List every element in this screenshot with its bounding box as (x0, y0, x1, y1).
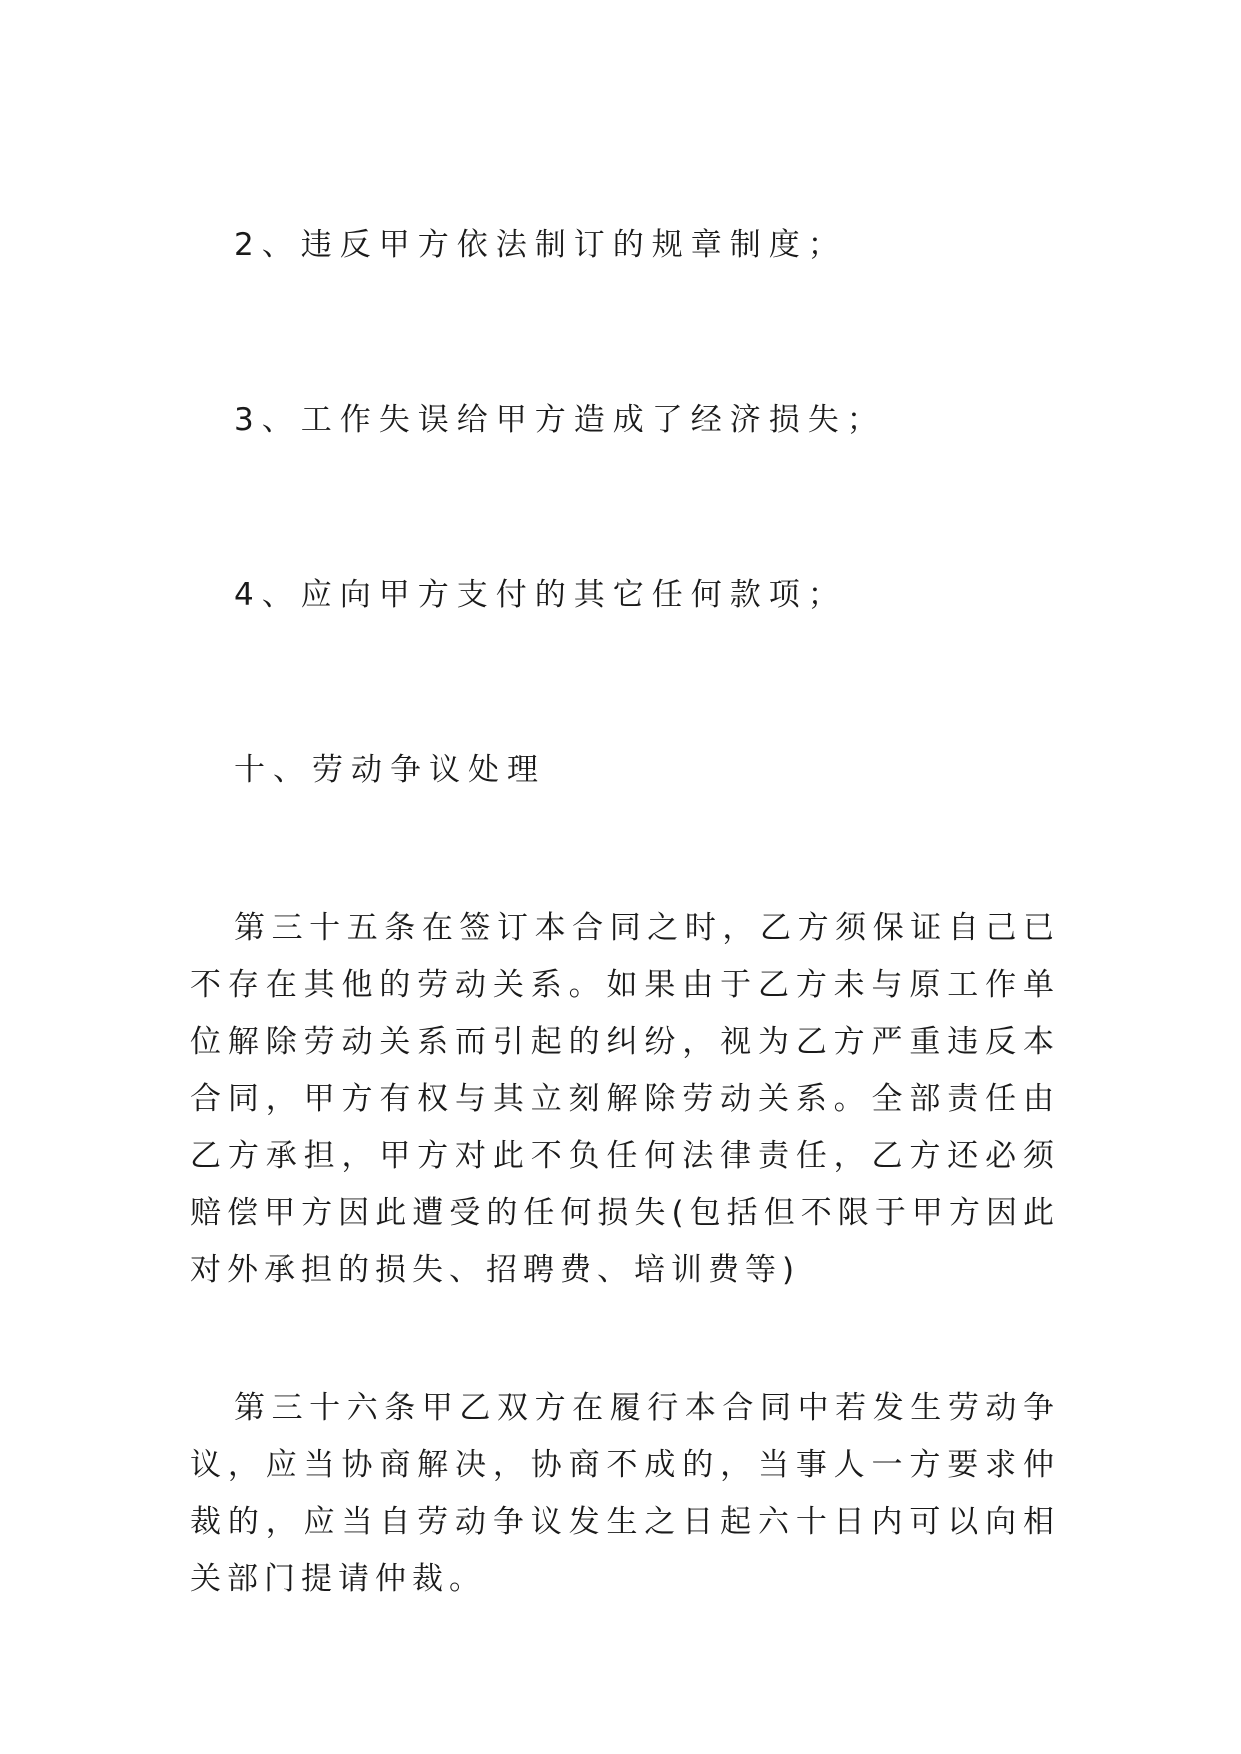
list-item: 4、应向甲方支付的其它任何款项； (234, 577, 847, 613)
paragraph-article-36: 第三十六条甲乙双方在履行本合同中若发生劳动争议，应当协商解决，协商不成的，当事人一方要求仲裁的，应当自劳动争议发生之日起六十日内可以向相关部门提请仲裁。 (190, 1390, 1060, 1597)
section-heading: 十、劳动争议处理 (234, 752, 546, 788)
paragraph-article-35: 第三十五条在签订本合同之时，乙方须保证自己已不存在其他的劳动关系。如果由于乙方未与原工作单位解除劳动关系而引起的纠纷，视为乙方严重违反本合同，甲方有权与其立刻解除劳动关系。全部责任由乙方承担，甲方对此不负任何法律责任，乙方还必须赔偿甲方因此遭受的任何损失(包括但不限于甲方因此对外承担的损失、招聘费、培训费等) (190, 910, 1060, 1288)
list-item: 2、违反甲方依法制订的规章制度； (234, 227, 847, 263)
list-item: 3、工作失误给甲方造成了经济损失； (234, 402, 886, 438)
